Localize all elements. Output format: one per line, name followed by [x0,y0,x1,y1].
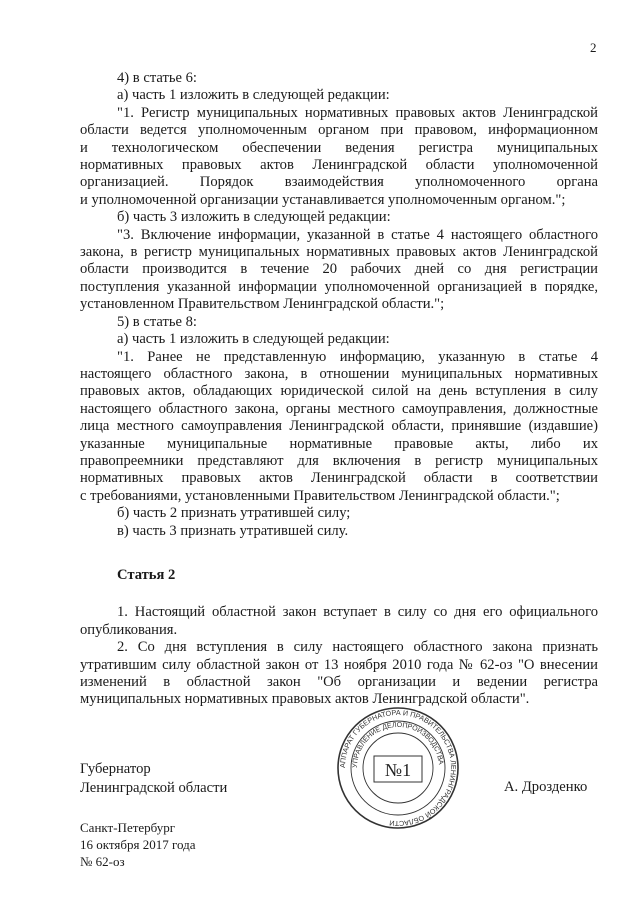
text-line: "1. Ранее не представленную информацию, указанную в статье 4 [117,348,598,365]
text-line: и уполномоченной организации устанавливается уполномоченным органом."; [80,191,566,208]
text-line: настоящего областного закона, в отношении муниципальных нормативных [80,365,598,382]
text-line: организацией. Порядок взаимодействия уполномоченного органа [80,174,598,191]
place: Санкт-Петербург [80,820,176,835]
signer-title: Губернатор [80,761,151,777]
text-line: опубликования. [80,621,178,638]
text-line: нормативных правовых актов Ленинградской области уполномоченной [80,157,598,174]
text-line: и технологическом обеспечении ведения регистра муниципальных [80,139,598,156]
text-line: муниципальных нормативных правовых актов Ленинградской области". [80,691,530,708]
official-seal [336,706,460,830]
text-line: б) часть 2 признать утратившей силу; [117,505,351,522]
text-line: а) часть 1 изложить в следующей редакции: [117,87,390,104]
document-body [80,70,598,709]
text-line: 4) в статье 6: [117,70,197,86]
text-line: настоящего областного закона, органы местного самоуправления, должностные [80,400,598,417]
text-line: в) часть 3 признать утратившей силу. [117,522,349,539]
text-line: б) часть 3 изложить в следующей редакции: [117,209,391,226]
seal-inner-text: УПРАВЛЕНИЕ ДЕЛОПРОИЗВОДСТВА [351,721,444,769]
text-line: 2. Со дня вступления в силу настоящего областного закона признать [117,639,598,656]
text-line: указанные муниципальные нормативные правовые акты, либо их [80,435,598,452]
text-line: установленном Правительством Ленинградской области."; [80,296,445,313]
text-line: утратившим силу областной закон от 13 ноября 2010 года № 62-оз "О внесении [80,656,598,673]
date: 16 октября 2017 года [80,837,196,852]
text-line: "1. Регистр муниципальных нормативных правовых актов Ленинградской [117,104,598,121]
text-line: изменений в областной закон "Об организации и ведении регистра [80,674,598,690]
text-line: лица местного самоуправления Ленинградской области, принявшие (издавшие) [80,418,598,435]
place-date-block [80,819,196,870]
signer-region: Ленинградской области [80,780,228,796]
seal-number: №1 [384,760,412,780]
signer-name: А. Дрозденко [504,779,588,795]
page-number: 2 [590,40,597,55]
text-line: области производится в течение 20 рабочих дней со дня регистрации [80,261,598,278]
text-line: нормативных правовых актов Ленинградской области в соответствии [80,470,598,487]
text-line: области ведется уполномоченным органом при правовом, информационном [80,122,598,139]
text-line: а) часть 1 изложить в следующей редакции: [117,331,390,348]
text-line: "3. Включение информации, указанной в статье 4 настоящего областного [117,226,598,243]
text-line: поступления указанной информации уполномоченной организацией в порядке, [80,278,598,295]
law-number: № 62-оз [80,854,125,869]
text-line: 1. Настоящий областной закон вступает в силу со дня его официального [117,604,598,621]
text-line: закона, в регистр муниципальных нормативных правовых актов Ленинградской [80,244,598,261]
text-line: правопреемники представляют для включения в регистр муниципальных [80,452,598,469]
text-line: 5) в статье 8: [117,313,197,330]
text-line: правовых актов, обладающих юридической силой на день вступления в силу [80,383,598,400]
seal-outer-text: АППАРАТ ГУБЕРНАТОРА И ПРАВИТЕЛЬСТВА ЛЕНИНГРАДСКОЙ ОБЛАСТИ [337,707,459,829]
text-line: с требованиями, установленными Правительством Ленинградской области."; [80,487,560,504]
article-heading: Статья 2 [117,566,176,583]
signature-block [80,760,227,798]
